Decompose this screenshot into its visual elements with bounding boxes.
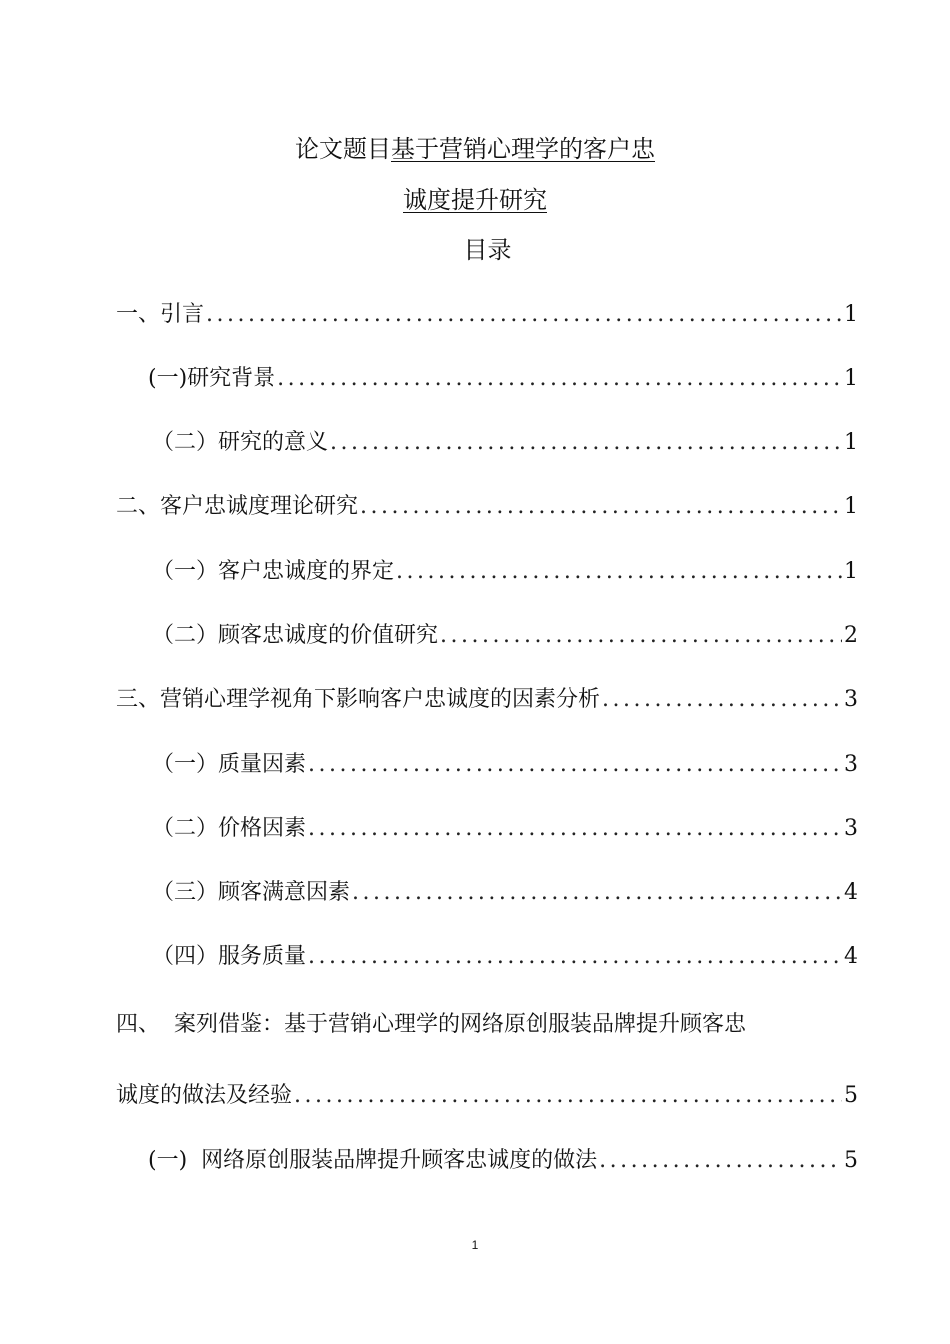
- paper-title-line-2: [0, 184, 950, 216]
- toc-heading: 目录: [463, 236, 512, 264]
- toc-entry[interactable]: [152, 621, 858, 651]
- toc-entry[interactable]: [152, 878, 858, 908]
- title-prefix: 论文题目: [295, 135, 391, 163]
- toc-entry[interactable]: [116, 492, 858, 522]
- toc-entry-page: 1: [844, 494, 858, 519]
- toc-entry-label: 一、引言: [116, 302, 205, 327]
- toc-entry-label: 二、客户忠诚度理论研究: [116, 494, 359, 519]
- toc-entry-page: 1: [844, 559, 858, 584]
- title-text-underlined: 基于营销心理学的客户忠: [391, 135, 655, 163]
- toc-entry-label: （一）质量因素: [152, 752, 307, 777]
- toc-dot-leader: [599, 1146, 842, 1176]
- toc-entry-label: （一）客户忠诚度的界定: [152, 559, 395, 584]
- toc-entry[interactable]: [152, 428, 858, 458]
- toc-entry-page: 1: [844, 366, 858, 391]
- toc-dot-leader: [308, 814, 842, 844]
- toc-dot-leader: [308, 750, 842, 780]
- title-text-underlined-continued: 诚度提升研究: [403, 186, 547, 214]
- toc-entry-label: （三）顾客满意因素: [152, 880, 351, 905]
- toc-entry-page: 2: [844, 623, 858, 648]
- toc-entry-page: 1: [844, 302, 858, 327]
- toc-dot-leader: [440, 621, 842, 651]
- toc-entry[interactable]: [148, 1146, 858, 1176]
- toc-entry[interactable]: [152, 942, 858, 972]
- toc-dot-leader: [330, 428, 842, 458]
- toc-dot-leader: [206, 300, 842, 330]
- toc-entry-page: 3: [844, 752, 858, 777]
- toc-dot-leader: [294, 1081, 842, 1111]
- toc-entry-wrapped-first-line[interactable]: [116, 1010, 858, 1040]
- toc-entry[interactable]: [116, 685, 858, 715]
- toc-entry-label: 诚度的做法及经验: [116, 1083, 293, 1108]
- toc-entry-label: （四）服务质量: [152, 944, 307, 969]
- toc-dot-leader: [602, 685, 842, 715]
- toc-dot-leader: [308, 942, 842, 972]
- toc-entry-label: 四、 案列借鉴：基于营销心理学的网络原创服装品牌提升顾客忠: [116, 1012, 746, 1037]
- toc-entry-page: 4: [844, 944, 858, 969]
- toc-entry-page: 4: [844, 880, 858, 905]
- toc-entry-page: 3: [844, 687, 858, 712]
- toc-entry-wrapped-continuation[interactable]: [116, 1081, 858, 1111]
- toc-entry-label: （二）顾客忠诚度的价值研究: [152, 623, 439, 648]
- toc-dot-leader: [352, 878, 842, 908]
- toc-entry-label: (一)研究背景: [148, 366, 276, 391]
- toc-dot-leader: [360, 492, 842, 522]
- toc-entry[interactable]: [148, 364, 858, 394]
- toc-entry-page: 5: [844, 1083, 858, 1108]
- toc-entry[interactable]: [152, 750, 858, 780]
- toc-dot-leader: [277, 364, 842, 394]
- toc-entry-page: 1: [844, 430, 858, 455]
- footer-page-number: 1: [471, 1238, 479, 1252]
- toc-entry-label: （二）研究的意义: [152, 430, 329, 455]
- toc-entry[interactable]: [152, 557, 858, 587]
- toc-entry-label: 三、营销心理学视角下影响客户忠诚度的因素分析: [116, 687, 601, 712]
- toc-entry[interactable]: [116, 300, 858, 330]
- paper-title-line-1: [0, 133, 950, 165]
- toc-entry-page: 3: [844, 816, 858, 841]
- toc-dot-leader: [396, 557, 842, 587]
- toc-entry-label: (一) 网络原创服装品牌提升顾客忠诚度的做法: [148, 1148, 598, 1173]
- toc-entry[interactable]: [152, 814, 858, 844]
- toc-entry-page: 5: [844, 1148, 858, 1173]
- toc-entry-label: （二）价格因素: [152, 816, 307, 841]
